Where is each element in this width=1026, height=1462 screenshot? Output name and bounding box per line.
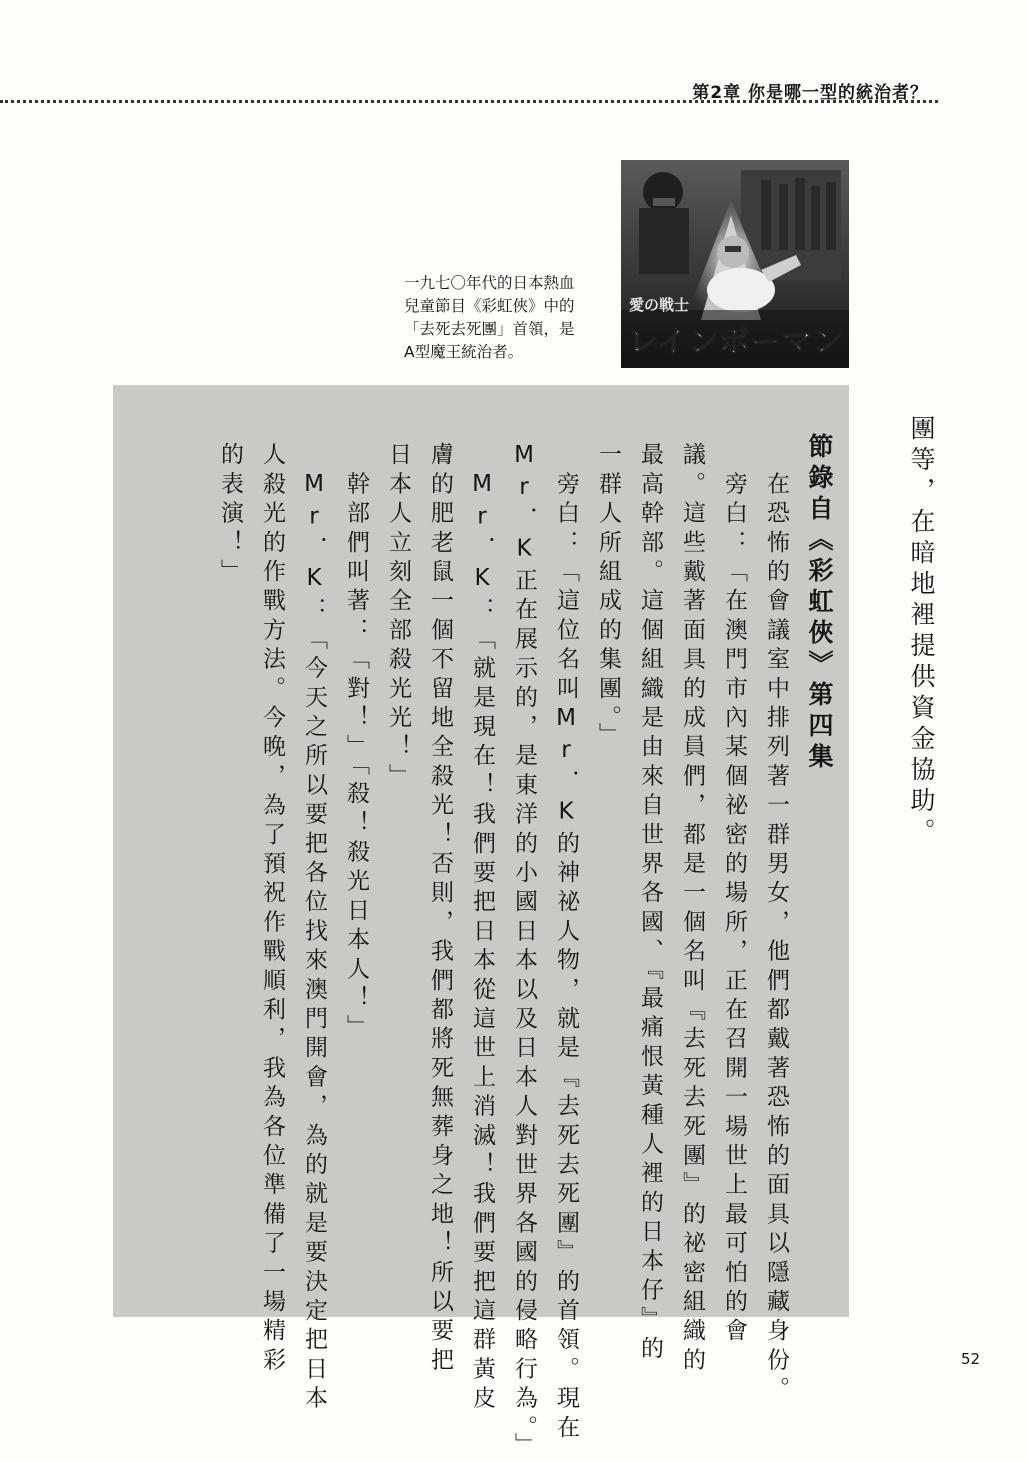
caption-line: 一九七〇年代的日本熱血 [404, 274, 575, 292]
excerpt-column: 一群人所組成的集團。」 [595, 442, 621, 752]
excerpt-column: 日本人立刻全部殺光光！」 [385, 442, 411, 793]
excerpt-column: 在恐怖的會議室中排列著一群男女，他們都戴著恐怖的面具以隱藏身份。 [763, 442, 789, 1406]
excerpt-column: 人殺光的作戰方法。今晚，為了預祝作戰順利，我為各位準備了一場精彩 [259, 442, 285, 1377]
excerpt-column: Mr．K：「就是現在！我們要把日本從這世上消滅！我們要把這群黃皮 [469, 442, 495, 1415]
excerpt-column: 最高幹部。這個組織是由來自世界各國、『最痛恨黃種人裡的日本仔』的 [637, 442, 663, 1365]
excerpt-column: 膚的肥老鼠一個不留地全殺光！否則，我們都將死無葬身之地！所以要把 [427, 442, 453, 1377]
excerpt-column: Mr．K：「今天之所以要把各位找來澳門開會，為的就是要決定把日本 [301, 442, 327, 1415]
photo-overlay-small: 愛の戦士 [629, 296, 690, 314]
excerpt-column: 議。這些戴著面具的成員們，都是一個名叫『去死去死團』的祕密組織的 [679, 442, 705, 1377]
excerpt-heading: 節錄自《彩虹俠》第四集 [805, 433, 834, 774]
caption-line: A型魔王統治者。 [404, 343, 524, 361]
chapter-header: 第2章 你是哪一型的統治者？ [692, 83, 928, 103]
page-number: 52 [961, 1350, 981, 1368]
excerpt-column: Mr．K正在展示的，是東洋的小國日本以及日本人對世界各國的侵略行為。」 [511, 442, 537, 1462]
body-text-fragment: 團等，在暗地裡提供資金協助。 [907, 415, 936, 849]
excerpt-column: 旁白：「在澳門市內某個祕密的場所，正在召開一場世上最可怕的會 [721, 442, 747, 1348]
excerpt-column: 的表演！」 [217, 442, 243, 588]
excerpt-column: 幹部們叫著：「對！」「殺！殺光日本人！」 [343, 442, 369, 1044]
photo-overlay-title: レインボーマン [627, 325, 843, 360]
tv-show-photo [621, 160, 849, 368]
caption-line: 「去死去死團」首領，是 [404, 320, 575, 338]
excerpt-panel [113, 385, 849, 1462]
excerpt-column: 旁白：「這位名叫Mr．K的神祕人物，就是『去死去死團』的首領。現在 [553, 442, 579, 1444]
header-divider [0, 100, 938, 103]
caption-line: 兒童節目《彩虹俠》中的 [404, 297, 575, 315]
photo-caption [404, 272, 614, 364]
